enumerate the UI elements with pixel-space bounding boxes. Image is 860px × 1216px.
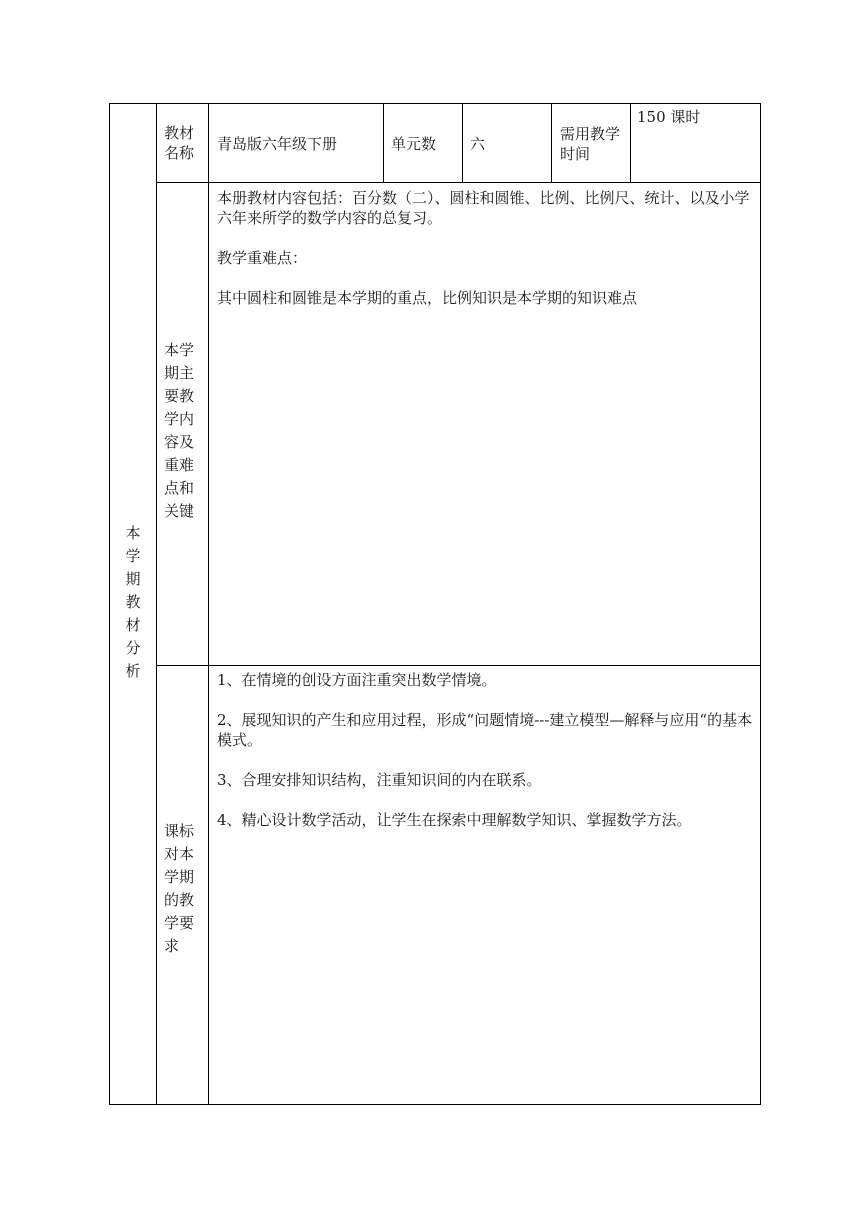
textbook-name-value: 青岛版六年级下册 <box>217 135 338 153</box>
content-paragraph: 教学重难点： <box>217 249 308 267</box>
hours-label: 需用教学时间 <box>560 125 621 163</box>
border-col-6 <box>630 103 631 183</box>
border-right <box>760 103 761 1105</box>
requirement-section-label: 课标对本学期的教学要求 <box>164 822 195 955</box>
units-value: 六 <box>470 135 486 153</box>
border-col-3 <box>383 103 384 183</box>
textbook-name-label: 教材名称 <box>164 124 195 162</box>
border-header-bottom <box>156 182 761 183</box>
border-section-divider <box>156 665 761 666</box>
border-col-1 <box>156 103 157 1105</box>
content-paragraph: 本册教材内容包括：百分数（二）、圆柱和圆锥、比例、比例尺、统计、以及小学六年来所学的数学内容的总复习。 <box>217 189 750 227</box>
border-col-5 <box>551 103 552 183</box>
analysis-table <box>109 103 761 1105</box>
content-paragraph: 其中圆柱和圆锥是本学期的重点，比例知识是本学期的知识难点 <box>217 289 638 307</box>
requirement-paragraph: 2、展现知识的产生和应用过程，形成“问题情境---建立模型—解释与应用“的基本模式。 <box>217 711 753 749</box>
border-top <box>109 103 761 104</box>
border-col-4 <box>462 103 463 183</box>
side-label: 本学期教材分析 <box>125 524 141 680</box>
hours-value: 150 课时 <box>637 108 701 126</box>
border-col-2 <box>208 103 209 1105</box>
border-left <box>109 103 110 1105</box>
requirement-paragraph: 3、合理安排知识结构，注重知识间的内在联系。 <box>217 771 542 789</box>
content-section-label: 本学期主要教学内容及重难点和关键 <box>164 341 195 520</box>
requirement-section-body <box>217 670 755 830</box>
border-bottom <box>109 1104 761 1105</box>
content-section-body <box>217 188 755 308</box>
requirement-paragraph: 1、在情境的创设方面注重突出数学情境。 <box>217 671 497 689</box>
requirement-paragraph: 4、精心设计数学活动，让学生在探索中理解数学知识、掌握数学方法。 <box>217 811 692 829</box>
units-label: 单元数 <box>391 135 437 153</box>
